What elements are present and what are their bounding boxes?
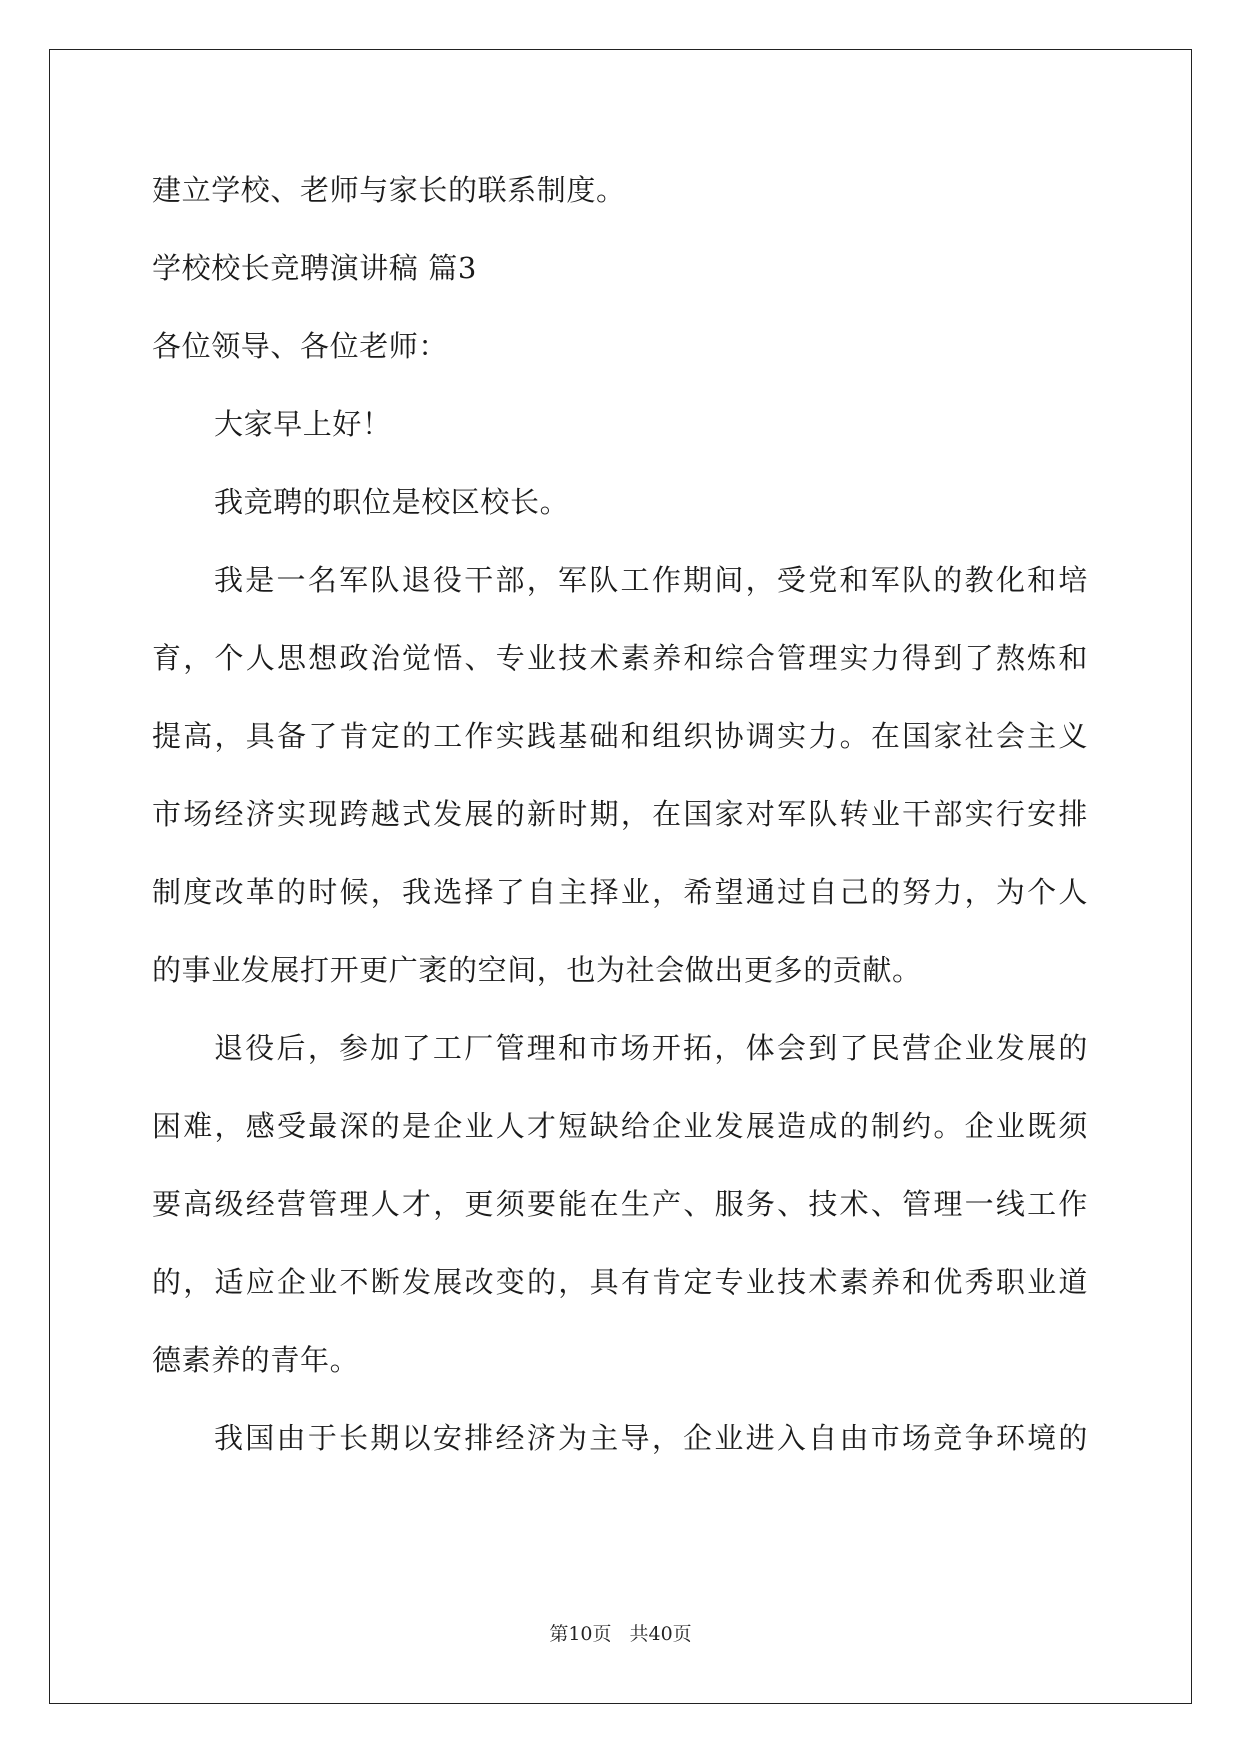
greeting: 大家早上好！ xyxy=(214,407,392,441)
text-line: 的事业发展打开更广袤的空间，也为社会做出更多的贡献。 xyxy=(152,953,922,987)
text-line: 德素养的青年。 xyxy=(152,1343,360,1377)
section-heading: 学校校长竞聘演讲稿 篇3 xyxy=(152,251,477,285)
page-number: 第10页 xyxy=(549,1623,612,1645)
page-footer xyxy=(0,1622,1241,1646)
text-line: 提高，具备了肯定的工作实践基础和组织协调实力。在国家社会主义 xyxy=(152,719,1088,753)
text-line: 的，适应企业不断发展改变的，具有肯定专业技术素养和优秀职业道 xyxy=(152,1265,1088,1299)
text-line: 我竞聘的职位是校区校长。 xyxy=(214,485,570,519)
text-line: 我是一名军队退役干部，军队工作期间，受党和军队的教化和培 xyxy=(214,563,1088,597)
text-line: 退役后，参加了工厂管理和市场开拓，体会到了民营企业发展的 xyxy=(214,1031,1088,1065)
text-line: 市场经济实现跨越式发展的新时期，在国家对军队转业干部实行安排 xyxy=(152,797,1088,831)
text-line: 制度改革的时候，我选择了自主择业，希望通过自己的努力，为个人 xyxy=(152,875,1088,909)
text-line: 我国由于长期以安排经济为主导，企业进入自由市场竞争环境的 xyxy=(214,1421,1088,1455)
text-line: 要高级经营管理人才，更须要能在生产、服务、技术、管理一线工作 xyxy=(152,1187,1088,1221)
text-line: 建立学校、老师与家长的联系制度。 xyxy=(152,173,626,207)
total-pages: 共40页 xyxy=(629,1623,692,1645)
text-line: 困难，感受最深的是企业人才短缺给企业发展造成的制约。企业既须 xyxy=(152,1109,1088,1143)
salutation: 各位领导、各位老师： xyxy=(152,329,449,363)
text-line: 育，个人思想政治觉悟、专业技术素养和综合管理实力得到了熬炼和 xyxy=(152,641,1088,675)
